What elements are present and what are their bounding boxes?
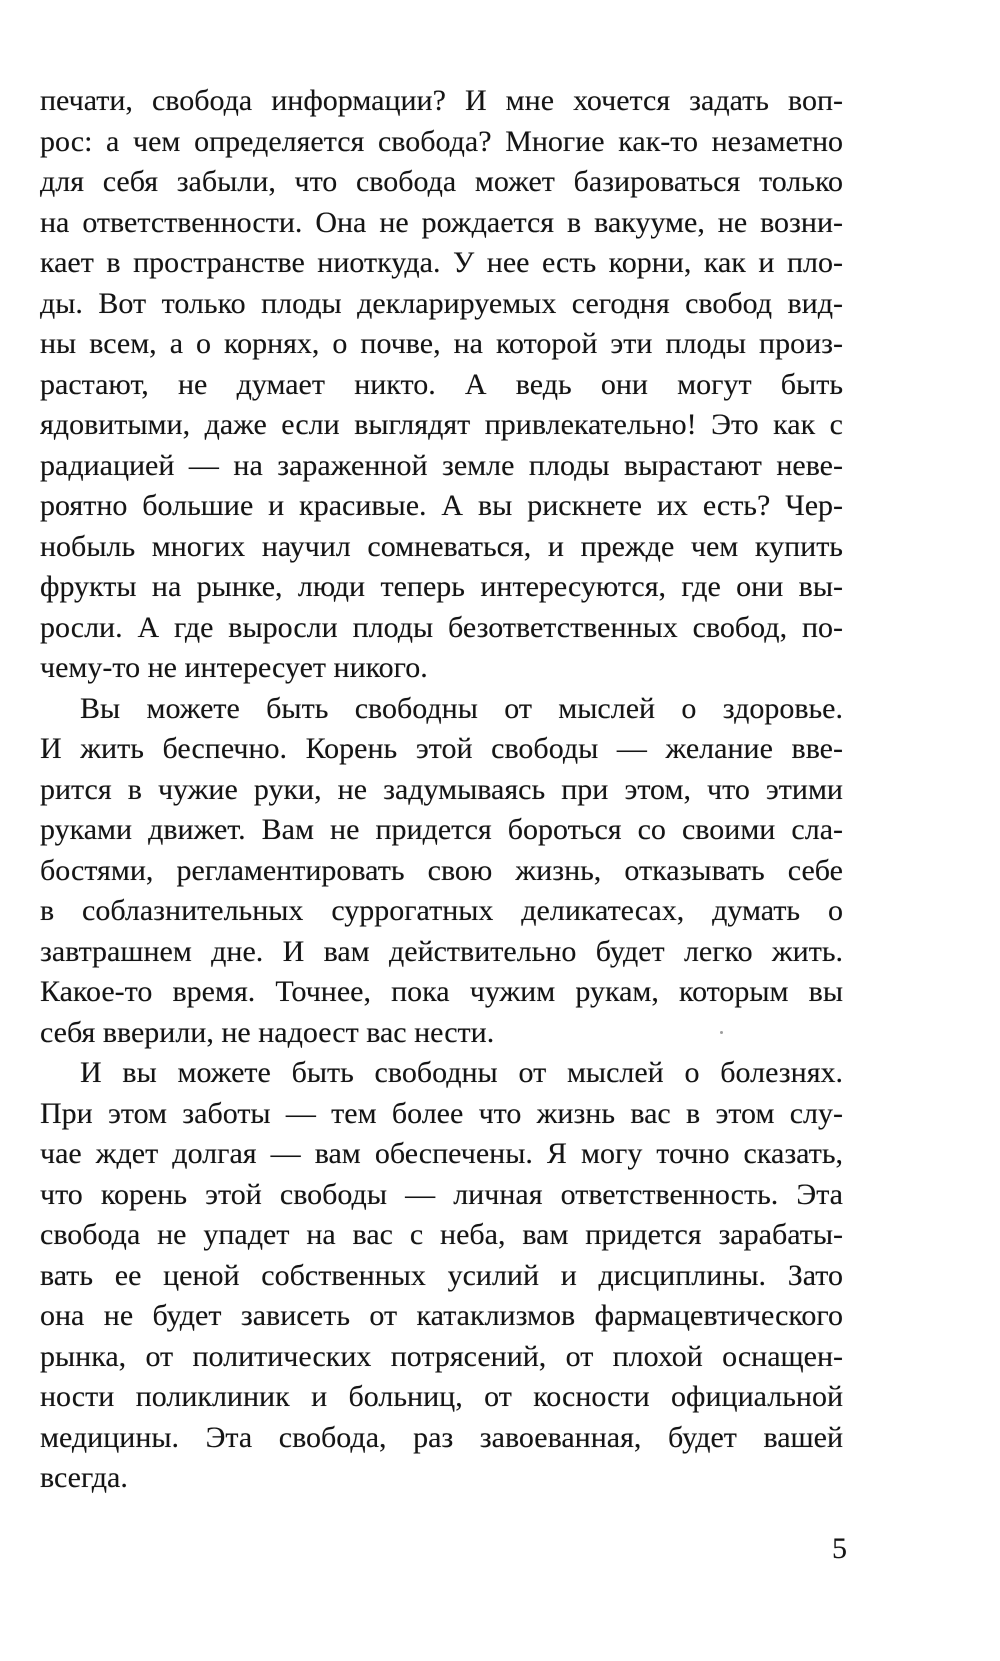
text-line: себя вверили, не надоест вас нести. [40, 1015, 495, 1049]
text-line: роятно большие и красивые. А вы рискнете их есть? Чер- [40, 489, 843, 522]
text-line: ды. Вот только плоды декларируемых сегодня свобод вид- [40, 286, 843, 320]
text-line: чае ждет долгая — вам обеспечены. Я могу точно сказать, [40, 1137, 843, 1170]
text-line: рынка, от политических потрясений, от плохой оснащен- [40, 1339, 843, 1373]
text-line: вать ее ценой собственных усилий и дисциплины. Зато [40, 1258, 843, 1292]
text-line: руками движет. Вам не придется бороться со своими сла- [40, 813, 843, 846]
text-line: растают, не думает никто. А ведь они могут быть [40, 367, 843, 401]
text-line: в соблазнительных суррогатных деликатесах, думать о [40, 894, 843, 927]
scan-artifact-dot [720, 1031, 723, 1034]
text-line: И вы можете быть свободны от мыслей о болезнях. [80, 1056, 843, 1089]
body-text [40, 81, 843, 1499]
text-line: всегда. [40, 1461, 128, 1494]
text-line: рос: а чем определяется свобода? Многие как-то незаметно [40, 124, 843, 158]
text-line: Вы можете быть свободны от мыслей о здоровье. [80, 691, 843, 725]
text-line: чему-то не интересует никого. [40, 651, 428, 684]
text-line: При этом заботы — тем более что жизнь вас в этом слу- [40, 1096, 843, 1130]
text-line: для себя забыли, что свобода может базироваться только [40, 165, 843, 198]
text-line: радиацией — на зараженной земле плоды вырастают неве- [40, 448, 843, 482]
text-line: фрукты на рынке, люди теперь интересуются, где они вы- [40, 570, 843, 603]
text-line: печати, свобода информации? И мне хочется задать воп- [40, 84, 843, 117]
text-line: И жить беспечно. Корень этой свободы — желание вве- [40, 732, 843, 765]
text-line: завтрашнем дне. И вам действительно будет легко жить. [40, 934, 843, 968]
text-line: ны всем, а о корнях, о почве, на которой эти плоды произ- [40, 327, 843, 360]
text-line: рится в чужие руки, не задумываясь при этом, что этими [40, 772, 843, 806]
page-number: 5 [832, 1532, 847, 1565]
text-line: ности поликлиник и больниц, от косности официальной [40, 1380, 843, 1413]
text-line: ядовитыми, даже если выглядят привлекательно! Это как с [40, 408, 843, 441]
text-line: на ответственности. Она не рождается в вакууме, не возни- [40, 205, 843, 239]
text-line: бостями, регламентировать свою жизнь, отказывать себе [40, 853, 843, 887]
text-line: свобода не упадет на вас с неба, вам придется зарабаты- [40, 1218, 843, 1251]
text-line: Какое-то время. Точнее, пока чужим рукам, которым вы [40, 975, 843, 1008]
text-line: она не будет зависеть от катаклизмов фармацевтического [40, 1299, 843, 1332]
text-line: кает в пространстве ниоткуда. У нее есть корни, как и пло- [40, 246, 843, 279]
text-line: нобыль многих научил сомневаться, и прежде чем купить [40, 529, 843, 563]
text-line: росли. А где выросли плоды безответственных свобод, по- [40, 610, 843, 644]
text-line: медицины. Эта свобода, раз завоеванная, будет вашей [40, 1420, 843, 1454]
text-line: что корень этой свободы — личная ответственность. Эта [40, 1177, 843, 1211]
